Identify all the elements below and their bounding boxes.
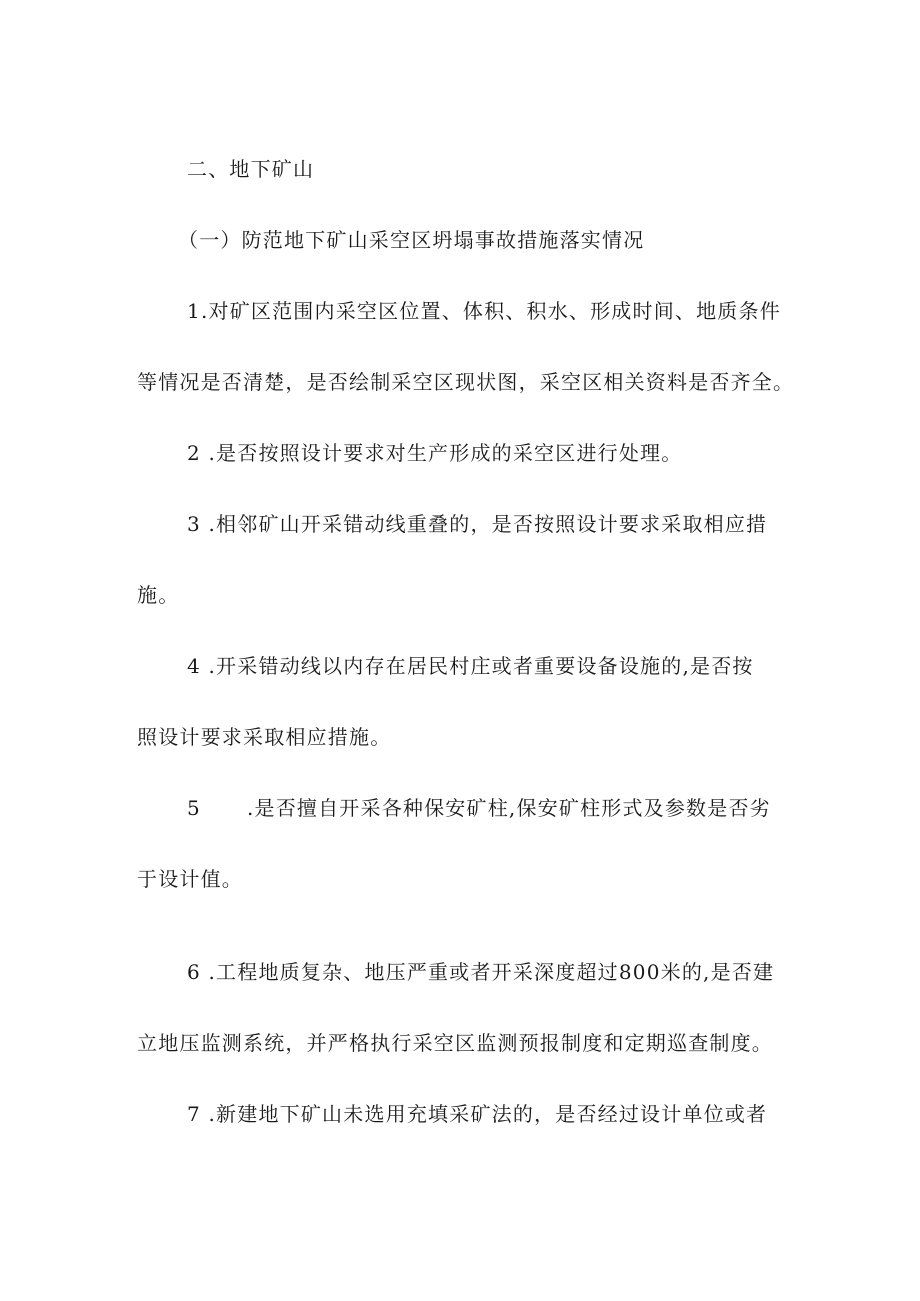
list-item-1-line-2: 等情况是否清楚，是否绘制采空区现状图，采空区相关资料是否齐全。	[137, 370, 795, 394]
list-item-4-line-2: 照设计要求采取相应措施。	[137, 725, 392, 749]
item-number: 1	[187, 299, 201, 323]
item-number: 6	[187, 960, 201, 984]
list-item-5-line-1	[187, 794, 771, 822]
item-text: .是否按照设计要求对生产形成的采空区进行处理。	[200, 441, 683, 465]
list-item-7-line-1	[187, 1100, 767, 1128]
list-item-1-line-1	[187, 297, 781, 325]
section-heading: 二、地下矿山	[187, 157, 315, 181]
item-number: 7	[187, 1102, 201, 1126]
item-text: .工程地质复杂、地压严重或者开采深度超过800米的,是否建	[200, 960, 775, 984]
list-item-3-line-2: 施。	[137, 583, 180, 607]
list-item-6-line-2: 立地压监测系统，并严格执行采空区监测预报制度和定期巡查制度。	[137, 1031, 773, 1055]
list-item-2-line-1	[187, 439, 682, 467]
item-text: .对矿区范围内采空区位置、体积、积水、形成时间、地质条件	[200, 299, 781, 323]
list-item-3-line-1	[187, 510, 767, 538]
list-item-4-line-1	[187, 652, 754, 680]
item-text: .是否擅自开采各种保安矿柱,保安矿柱形式及参数是否劣	[246, 796, 771, 820]
list-item-6-line-1	[187, 958, 774, 986]
item-number: 3	[187, 512, 201, 536]
item-text: .新建地下矿山未选用充填采矿法的，是否经过设计单位或者	[200, 1102, 768, 1126]
item-number: 4	[187, 654, 201, 678]
item-text: .开采错动线以内存在居民村庄或者重要设备设施的,是否按	[200, 654, 754, 678]
list-item-5-line-2: 于设计值。	[137, 867, 243, 891]
subsection-heading: （一）防范地下矿山采空区坍塌事故措施落实情况	[178, 228, 645, 252]
item-number: 5	[187, 796, 201, 820]
item-text: .相邻矿山开采错动线重叠的，是否按照设计要求采取相应措	[200, 512, 768, 536]
item-number: 2	[187, 441, 201, 465]
